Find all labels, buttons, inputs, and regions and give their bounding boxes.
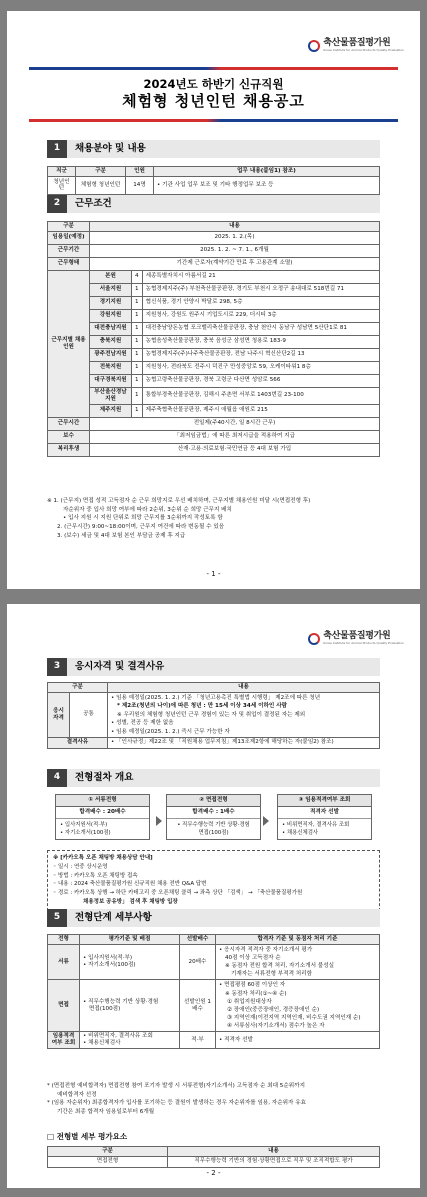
table-cell: 서류 bbox=[48, 944, 80, 979]
qualification-table bbox=[47, 682, 380, 749]
table-cell: 농협음성축산물공판장, 충북 음성군 삼성면 청용로 183-9 bbox=[142, 335, 379, 348]
table-cell: 임용일(예정) bbox=[48, 231, 90, 244]
arrow-right-icon bbox=[156, 816, 162, 826]
selection-stage-table bbox=[47, 934, 380, 1049]
section-3-title: 응시자격 및 결격사유 bbox=[75, 661, 165, 673]
table-header-cell: 합격자 기준 및 동점자 처리 기준 bbox=[216, 935, 380, 945]
table-cell: 부산울산경남지원 bbox=[90, 387, 132, 404]
section-2-notes: ※ 1. (근무지) 면접 성적 고득점자 순 근무 희망지로 우선 배치하며, 근무지별 채용인원 미달 시(면접전형 후) 자순위자 중 입사 희망 여부에 따라 2순위, 3순위 순 희망 근무지 배치 • 입사 지원 시 지원 단위로 희망 근무지를 3순위까지 작성토록 함 2. (근무시간) 9:00~18:00이며, 근무지 여건에 따라 변동될 수 있음 3. (보수) 세금 및 4대 보험 본인 부담금 공제 후 지급 bbox=[47, 498, 311, 539]
table-cell: 광주전남지원 bbox=[90, 348, 132, 361]
process-step-verification: ③ 임용적격여부 조회 적격자 선발 • 비위면직자, 결격사유 조회 • 채용신체검사 bbox=[277, 794, 372, 840]
table-cell: • 임용 예정일(2025. 1. 2.) 기준 「청년고용촉진 특별법 시행령」 제2조에 따른 청년 * 제2조(청년의 나이)에 따른 청년 : 만 15세 이상 34세 이하인 사람 ※ 우리원의 체험형 청년인턴 근무 경험이 있는 자 및 취업이 결정된 자는 제외 • 성별, 전공 등 제한 없음 • 임용 예정일(2025. 1. 2.) 즉시 근무 가능한 자 bbox=[108, 692, 380, 737]
table-cell: 청년인턴 bbox=[48, 176, 76, 194]
table-cell: 근무형태 bbox=[48, 257, 90, 270]
table-cell: 대전충남양돈농협 포크밸리축산물공판장, 충남 천안시 동남구 성남면 5산단1로 81 bbox=[142, 322, 379, 335]
section-1-header: 1 채용분야 및 내용 bbox=[47, 140, 380, 158]
table-header-cell: 직군 bbox=[48, 167, 76, 177]
page-number: - 2 - bbox=[206, 1169, 221, 1178]
table-header-cell: 전형 bbox=[48, 935, 80, 945]
table-cell: 1 bbox=[132, 348, 143, 361]
section-4-header: 4 전형절차 개요 bbox=[47, 769, 380, 787]
table-cell: 4 bbox=[132, 270, 143, 283]
table-cell: • 기관 사업 업무 보조 및 기타 행정업무 보조 등 bbox=[154, 176, 380, 194]
table-cell: 기간제 근로자(계약기간 만료 후 고용관계 소멸) bbox=[90, 257, 380, 270]
table-cell: 면접전형 bbox=[48, 1156, 168, 1167]
table-cell: 선발인원 1배수 bbox=[180, 980, 216, 1032]
process-step-interview: ② 면접전형 합격배수 : 1배수 • 직무수행능력 기반 상황·경험 면접(100점) bbox=[166, 794, 261, 840]
title-line2: 체험형 청년인턴 채용공고 bbox=[122, 92, 305, 110]
table-cell: 1 bbox=[132, 283, 143, 296]
kakao-chat-info: ※ [카카오톡 오픈 채팅방 채용상담 안내] ◦ 일시 : 연중 상시운영 ◦ 방법 : 카카오톡 오픈 채팅방 접속 ◦ 내용 : 2024 축산물품질평가원 신규직원 채용 전반 Q&A 답변 ◦ 경로 : 카카오톡 상행 → 하단 카테고리 중 오픈채팅 클릭 → 좌측 상단 「검색」 → 「축산물품질평가원 채용정보 공유방」 검색 후 채팅방 입장 bbox=[47, 850, 380, 911]
table-cell: 응시 자격 bbox=[48, 692, 70, 737]
table-header-cell: 내용 bbox=[90, 222, 380, 232]
table-cell: 결격사유 bbox=[48, 737, 108, 748]
table-cell: 통합부경축산물공판장, 김해시 주촌면 서부로 1403번길 23-100 bbox=[142, 387, 379, 404]
table-cell: 강원지원 bbox=[90, 309, 132, 322]
section-5-title: 전형단계 세부사항 bbox=[75, 912, 152, 924]
table-cell: • 면접평점 60점 이상인 자 ※ 동점자 처리(①~④ 순) ① 취업지원대상자 ② 장애인(중증장애인, 경증장애인 순) ③ 지역인재(이전지역 지역인재, 비수도권 지역인재 순) ④ 서류심사(자기소개서) 점수가 높은 자 bbox=[216, 980, 380, 1032]
table-cell: 세종특별자치시 아름서길 21 bbox=[142, 270, 379, 283]
table-cell: 1 bbox=[132, 404, 143, 417]
table-header-cell: 구분 bbox=[76, 167, 126, 177]
table-cell: 대구경북지원 bbox=[90, 374, 132, 387]
table-cell: 서울지원 bbox=[90, 283, 132, 296]
table-cell: 산재·고용·의료보험·국민연금 등 4대 보험 가입 bbox=[90, 443, 380, 456]
table-cell: 지원청사, 강원도 원주시 기업도시로 229, 더시티 3층 bbox=[142, 309, 379, 322]
table-header-cell: 내용 bbox=[108, 683, 380, 693]
table-cell: 농협고령축산물공판장, 경북 고령군 다산면 성암로 566 bbox=[142, 374, 379, 387]
table-cell: 2025. 1. 2.(목) bbox=[90, 231, 380, 244]
title-line1: 2024년도 하반기 신규직원 bbox=[143, 77, 284, 91]
eval-title: □ 전형별 세부 평가요소 bbox=[47, 1132, 128, 1141]
section-1-title: 채용분야 및 내용 bbox=[75, 143, 146, 155]
table-cell: • 응시자격 적격자 중 자기소개서 평가 40점 이상 고득점자 순 ※ 동점자 전원 합격 처리, 자기소개서 불성실 기재자는 서류전형 부적격 처리함 bbox=[216, 944, 380, 979]
section-4-title: 전형절차 개요 bbox=[75, 772, 134, 784]
table-cell: 근무지별 채용인원 bbox=[48, 270, 90, 417]
table-cell: 대전충남지원 bbox=[90, 322, 132, 335]
table-cell: 14명 bbox=[126, 176, 154, 194]
table-cell: 면접 bbox=[48, 980, 80, 1032]
table-header-cell: 구분 bbox=[48, 1147, 168, 1157]
recruit-table bbox=[47, 166, 380, 195]
table-cell: 1 bbox=[132, 374, 143, 387]
table-cell: 체험형 청년인턴 bbox=[76, 176, 126, 194]
table-cell: 제주축협축산물공판장, 제주시 애월읍 애원로 215 bbox=[142, 404, 379, 417]
table-cell: • 직무수행능력 기반 상황·경험 면접(100점) bbox=[80, 980, 180, 1032]
org-logo bbox=[308, 38, 404, 53]
org-logo bbox=[308, 631, 404, 646]
table-header-cell: 구분 bbox=[48, 683, 108, 693]
table-cell: 협신식품, 경기 안양시 박달로 298, 5층 bbox=[142, 296, 379, 309]
table-header-cell: 평가기준 및 배점 bbox=[80, 935, 180, 945]
table-cell: 전북지원 bbox=[90, 361, 132, 374]
arrow-right-icon bbox=[263, 816, 269, 826]
org-subname: Korea Institute for Animal Products Quality Evaluation bbox=[323, 48, 404, 53]
table-cell: 1 bbox=[132, 322, 143, 335]
org-name: 축산물품질평가원 bbox=[323, 631, 391, 641]
table-cell: 전일제(주40시간, 일 8시간 근무) bbox=[90, 417, 380, 430]
table-cell: 보수 bbox=[48, 430, 90, 443]
table-cell: 적·부 bbox=[180, 1032, 216, 1049]
table-cell: 1 bbox=[132, 309, 143, 322]
page-2 bbox=[7, 604, 420, 1188]
table-cell: • 입사지원서(적·부) • 자기소개서(100점) bbox=[80, 944, 180, 979]
table-cell: 20배수 bbox=[180, 944, 216, 979]
eval-table bbox=[47, 1146, 380, 1168]
table-cell: 공통 bbox=[70, 692, 108, 737]
table-cell: 지원청사, 전라북도 전주시 덕진구 만성중앙로 59, 오케이타워1 8층 bbox=[142, 361, 379, 374]
table-cell: 제주지원 bbox=[90, 404, 132, 417]
table-cell: 본원 bbox=[90, 270, 132, 283]
table-cell: 경기지원 bbox=[90, 296, 132, 309]
table-cell: 「최저임금법」에 따른 최저시급을 적용하여 지급 bbox=[90, 430, 380, 443]
table-cell: 1 bbox=[132, 296, 143, 309]
process-flow bbox=[55, 794, 372, 840]
section-2-header: 2 근무조건 bbox=[47, 195, 380, 213]
section-2-title: 근무조건 bbox=[75, 198, 112, 210]
table-cell: 1 bbox=[132, 335, 143, 348]
page-number: - 1 - bbox=[206, 570, 221, 579]
title-banner bbox=[29, 67, 398, 122]
org-subname: Korea Institute for Animal Products Quality Evaluation bbox=[323, 641, 404, 646]
table-cell: • 「인사규정」제22조 및 「직원채용 업무지침」제13조제2항에 해당하는 자(붙임2) 참조) bbox=[108, 737, 380, 748]
table-cell: 직무수행능력 기반의 경험·상황면접으로 직무 및 조직적합도 평가 bbox=[168, 1156, 380, 1167]
table-cell: 1 bbox=[132, 361, 143, 374]
org-emblem-icon bbox=[308, 40, 320, 52]
table-cell: 충북지원 bbox=[90, 335, 132, 348]
table-header-cell: 구분 bbox=[48, 222, 90, 232]
table-header-cell: 인원 bbox=[126, 167, 154, 177]
table-cell: 근무시간 bbox=[48, 417, 90, 430]
section-3-header: 3 응시자격 및 결격사유 bbox=[47, 658, 380, 676]
org-emblem-icon bbox=[308, 633, 320, 645]
page-1 bbox=[7, 11, 420, 589]
table-cell: 농협경제지주(주) 부천축산물공판장, 경기도 부천시 오정구 송내대로 518번길 71 bbox=[142, 283, 379, 296]
table-header-cell: 업무 내용(붙임1) 참조) bbox=[154, 167, 380, 177]
org-name: 축산물품질평가원 bbox=[323, 38, 391, 48]
table-cell: 근무기간 bbox=[48, 244, 90, 257]
table-cell: 2025. 1. 2. ~ 7. 1., 6개월 bbox=[90, 244, 380, 257]
section-5-header: 5 전형단계 세부사항 bbox=[47, 909, 380, 927]
table-cell: 복리후생 bbox=[48, 443, 90, 456]
work-conditions-table bbox=[47, 221, 380, 457]
section-5-notes: * (면접전형 예비합격자) 면접전형 참여 포기자 발생 시 서류전형(자기소개서) 고득점자 순 최대 5순위까지 예비합격자 선정 * (임용 자순위자) 최종합격자가 입사를 포기하는 등 결원이 발생하는 경우 자순위자를 임용, 자순위자 유효 기간은 최종 합격자 임용일로부터 6개월 bbox=[47, 1083, 307, 1115]
table-cell: 임용적격 여부 조회 bbox=[48, 1032, 80, 1049]
table-header-cell: 내용 bbox=[168, 1147, 380, 1157]
table-cell: 농협경제지주(주)나주축산물공판장, 전남 나주시 혁신산단2길 13 bbox=[142, 348, 379, 361]
table-header-cell: 선발배수 bbox=[180, 935, 216, 945]
process-step-document: ① 서류전형 합격배수 : 20배수 • 입사지원서(적·부) • 자기소개서(100점) bbox=[55, 794, 150, 840]
table-cell: • 비위면직자, 결격사유 조회 • 채용신체검사 bbox=[80, 1032, 180, 1049]
table-cell: 1 bbox=[132, 387, 143, 404]
table-cell: • 적격자 선발 bbox=[216, 1032, 380, 1049]
